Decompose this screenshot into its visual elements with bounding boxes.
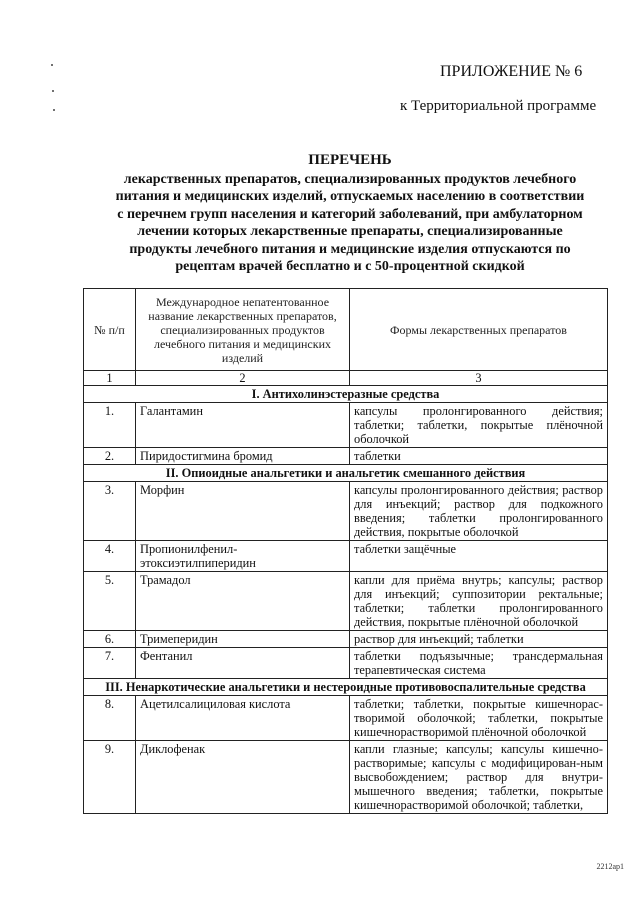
table-row	[84, 482, 608, 541]
section-header-row	[84, 386, 608, 403]
title-line: питания и медицинских изделий, отпускаемых населению в соответствии	[115, 189, 585, 204]
title-line: рецептам врачей бесплатно и с 50-процентной скидкой	[175, 259, 525, 274]
drug-forms: капсулы пролонгированного действия; таблетки; таблетки, покрытые плёночной оболочкой	[350, 403, 608, 448]
table-row	[84, 541, 608, 572]
row-number: 4.	[84, 541, 136, 572]
table-row	[84, 741, 608, 814]
page-code: 2212ap1	[596, 862, 624, 871]
drug-name: Морфин	[136, 482, 350, 541]
row-number: 2.	[84, 448, 136, 465]
drug-forms: капли глазные; капсулы; капсулы кишечно-растворимые; капсулы с модифицирован-ным высвобождением; раствор для внутри-мышечного введения; таблетки, покрытые кишечнорастворимой оболочкой; таблетки,	[350, 741, 608, 814]
table-row	[84, 696, 608, 741]
title-line: лекарственных препаратов, специализированных продуктов лечебного	[123, 171, 577, 187]
drug-name: Ацетилсалициловая кислота	[136, 696, 350, 741]
drug-name: Пропионилфенил-этоксиэтилпиперидин	[136, 541, 350, 572]
row-number: 9.	[84, 741, 136, 814]
title-heading: ПЕРЕЧЕНЬ	[308, 152, 392, 168]
row-number: 7.	[84, 648, 136, 679]
scan-speck	[52, 90, 54, 92]
section-title: III. Ненаркотические анальгетики и нестероидные противовоспалительные средства	[84, 679, 608, 696]
table-header-row	[84, 289, 608, 371]
document-title	[90, 152, 610, 276]
row-number: 3.	[84, 482, 136, 541]
table-row	[84, 572, 608, 631]
column-number: 1	[84, 371, 136, 386]
row-number: 1.	[84, 403, 136, 448]
drug-forms: таблетки защёчные	[350, 541, 608, 572]
scan-speck	[53, 109, 55, 111]
column-number: 2	[136, 371, 350, 386]
appendix-subtitle: к Территориальной программе	[400, 98, 597, 114]
column-number-row	[84, 371, 608, 386]
drug-forms: таблетки подъязычные; трансдермальная терапевтическая система	[350, 648, 608, 679]
drug-name: Пиридостигмина бромид	[136, 448, 350, 465]
drug-forms: капли для приёма внутрь; капсулы; раствор для инъекций; суппозитории ректальные; таблетки; таблетки пролонгированного действия, покрытые плёночной оболочкой	[350, 572, 608, 631]
drug-forms: капсулы пролонгированного действия; раствор для инъекций; раствор для подкожного введения; таблетки пролонгированного действия, покрытые оболочкой	[350, 482, 608, 541]
drug-name: Трамадол	[136, 572, 350, 631]
header-num: № п/п	[84, 289, 136, 371]
appendix-title: ПРИЛОЖЕНИЕ № 6	[440, 63, 583, 80]
drug-forms: раствор для инъекций; таблетки	[350, 631, 608, 648]
drug-forms: таблетки	[350, 448, 608, 465]
row-number: 5.	[84, 572, 136, 631]
drug-list-table	[83, 288, 608, 814]
title-line: продукты лечебного питания и медицинские изделия отпускаются по	[129, 241, 571, 257]
drug-name: Диклофенак	[136, 741, 350, 814]
row-number: 8.	[84, 696, 136, 741]
drug-name: Галантамин	[136, 403, 350, 448]
section-header-row	[84, 679, 608, 696]
section-title: I. Антихолинэстеразные средства	[84, 386, 608, 403]
table-row	[84, 631, 608, 648]
table-row	[84, 648, 608, 679]
drug-name: Фентанил	[136, 648, 350, 679]
title-line: лечении которых лекарственные препараты, специализированные	[137, 224, 563, 239]
scan-speck	[51, 64, 53, 66]
table-row	[84, 448, 608, 465]
drug-name: Тримеперидин	[136, 631, 350, 648]
section-title: II. Опиоидные анальгетики и анальгетик смешанного действия	[84, 465, 608, 482]
column-number: 3	[350, 371, 608, 386]
header-name: Международное непатентованное название лекарственных препаратов, специализированных продуктов лечебного питания и медицинских изделий	[136, 289, 350, 371]
drug-forms: таблетки; таблетки, покрытые кишечнорас-творимой оболочкой; таблетки, покрытые кишечнорастворимой плёночной оболочкой	[350, 696, 608, 741]
row-number: 6.	[84, 631, 136, 648]
header-forms: Формы лекарственных препаратов	[350, 289, 608, 371]
title-line: с перечнем групп населения и категорий заболеваний, при амбулаторном	[117, 206, 583, 222]
table-row	[84, 403, 608, 448]
section-header-row	[84, 465, 608, 482]
